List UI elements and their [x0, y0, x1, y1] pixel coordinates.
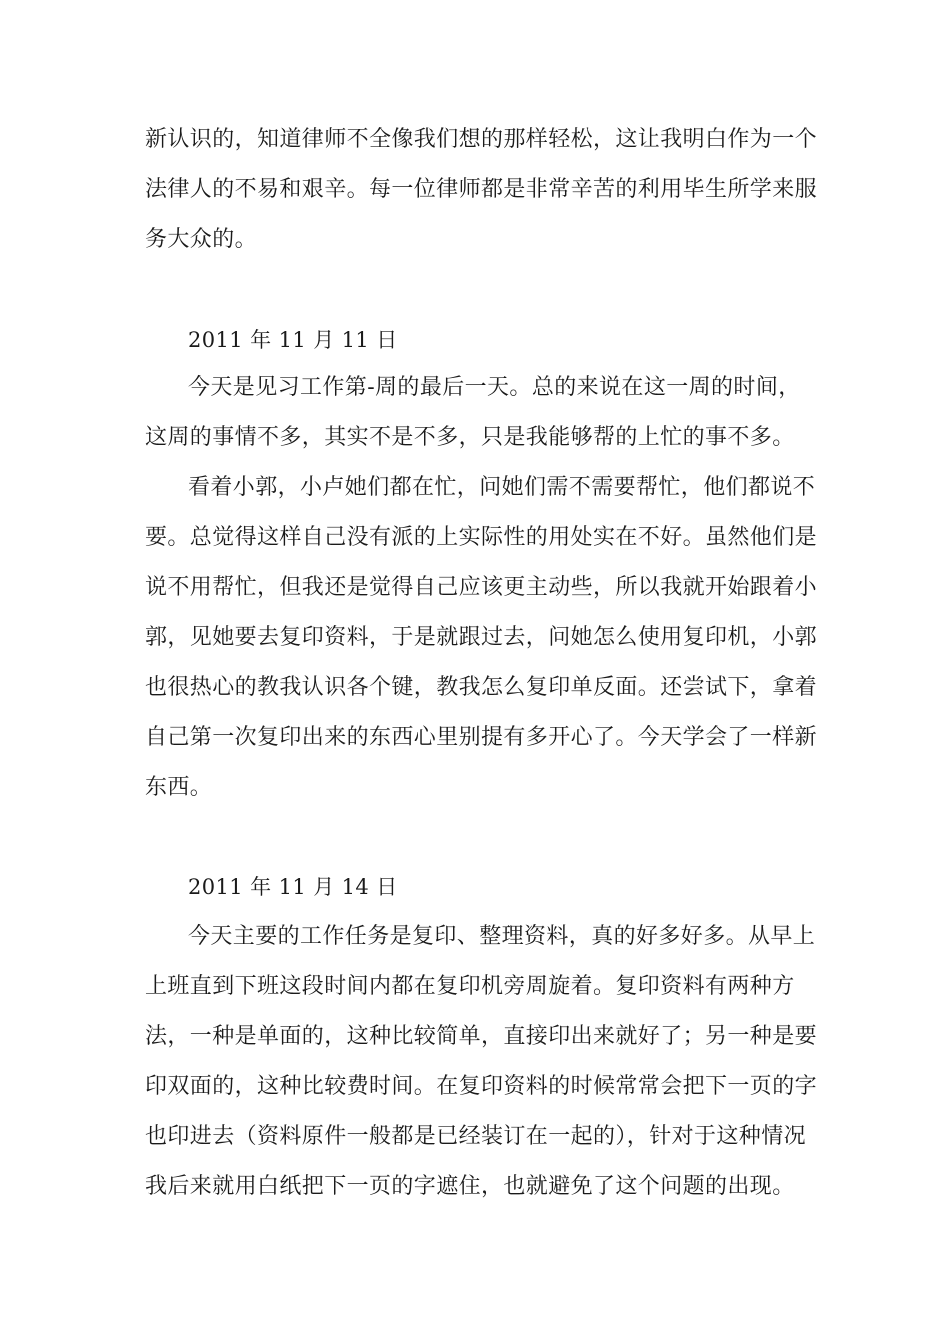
paragraph-line: 看着小郭，小卢她们都在忙，问她们需不需要帮忙，他们都说不 — [188, 475, 816, 500]
paragraph-line: 务大众的。 — [145, 227, 258, 252]
paragraph-line: 也很热心的教我认识各个键，教我怎么复印单反面。还尝试下，拿着 — [145, 675, 818, 700]
paragraph-line: 法律人的不易和艰辛。每一位律师都是非常辛苦的利用毕生所学来服 — [145, 177, 818, 202]
paragraph-line: 自己第一次复印出来的东西心里别提有多开心了。今天学会了一样新 — [145, 725, 818, 750]
paragraph-line: 东西。 — [145, 775, 213, 800]
paragraph-line: 法，一种是单面的，这种比较简单，直接印出来就好了；另一种是要 — [145, 1024, 818, 1049]
paragraph-line: 也印进去（资料原件一般都是已经装订在一起的），针对于这种情况 — [145, 1124, 807, 1149]
paragraph-line: 今天主要的工作任务是复印、整理资料，真的好多好多。从早上 — [188, 924, 816, 949]
paragraph-line: 郭，见她要去复印资料，于是就跟过去，问她怎么使用复印机，小郭 — [145, 625, 818, 650]
entry-date: 2011 年 11 月 11 日 — [188, 328, 398, 352]
paragraph-line: 说不用帮忙，但我还是觉得自己应该更主动些，所以我就开始跟着小 — [145, 575, 818, 600]
entry-date: 2011 年 11 月 14 日 — [188, 875, 398, 899]
paragraph-line: 这周的事情不多，其实不是不多，只是我能够帮的上忙的事不多。 — [145, 425, 795, 450]
paragraph-line: 新认识的，知道律师不全像我们想的那样轻松，这让我明白作为一个 — [145, 127, 818, 152]
paragraph-line: 上班直到下班这段时间内都在复印机旁周旋着。复印资料有两种方 — [145, 974, 795, 999]
paragraph-line: 要。总觉得这样自己没有派的上实际性的用处实在不好。虽然他们是 — [145, 525, 818, 550]
paragraph-line: 今天是见习工作第-周的最后一天。总的来说在这一周的时间， — [188, 375, 801, 400]
paragraph-line: 印双面的，这种比较费时间。在复印资料的时候常常会把下一页的字 — [145, 1074, 818, 1099]
paragraph-line: 我后来就用白纸把下一页的字遮住，也就避免了这个问题的出现。 — [145, 1174, 795, 1199]
